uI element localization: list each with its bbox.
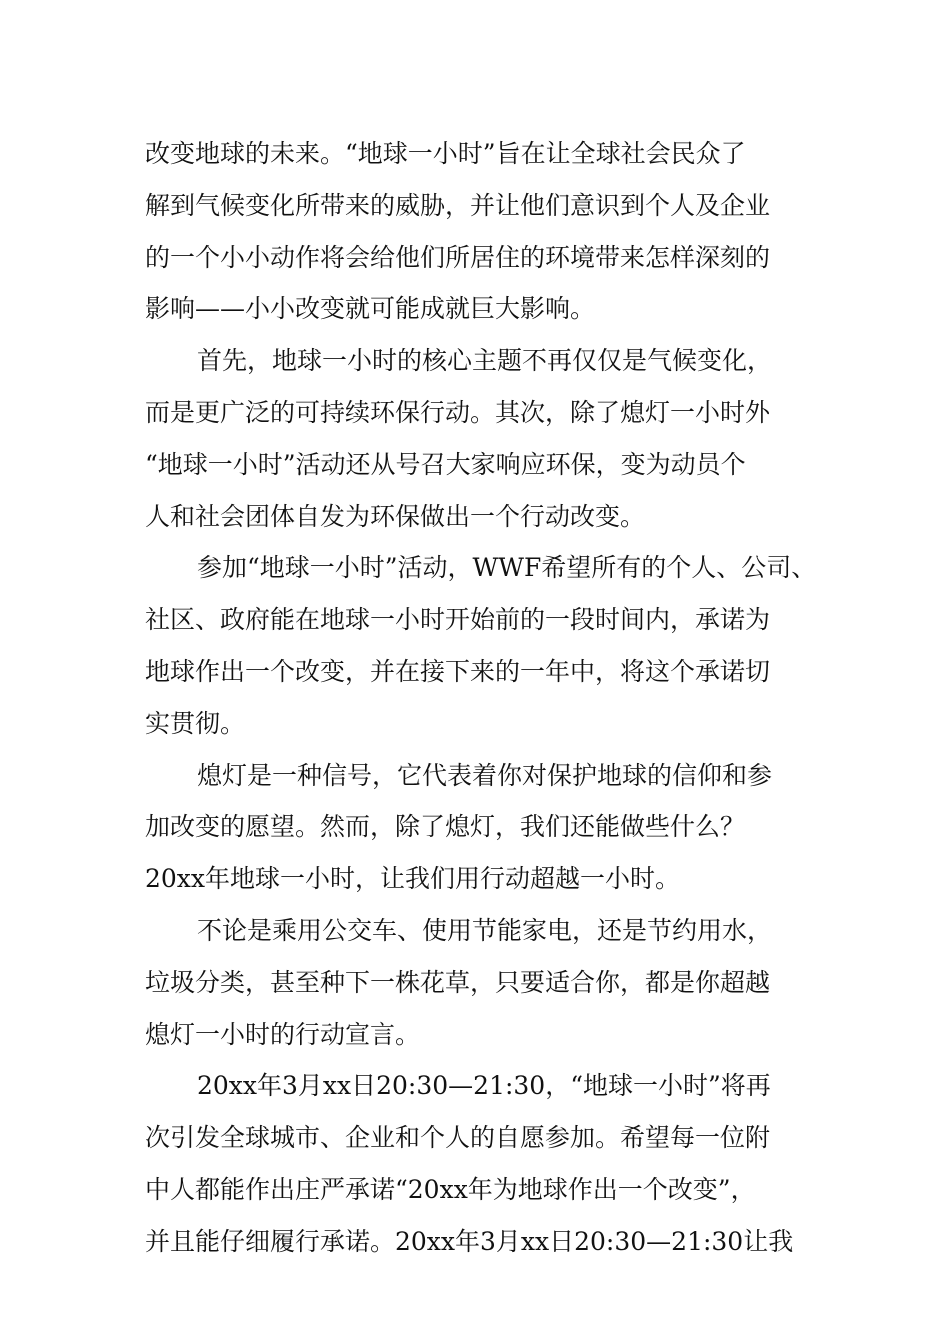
text-line: 次引发全球城市、企业和个人的自愿参加。希望每一位附 — [145, 1123, 771, 1153]
text-line: 加改变的愿望。然而，除了熄灯，我们还能做些什么？ — [145, 812, 746, 842]
text-line: 地球作出一个改变，并在接下来的一年中，将这个承诺切 — [145, 656, 771, 686]
text-line: 20xx年3月xx日20:30—21:30，“地球一小时”将再 — [197, 1071, 771, 1101]
text-line: 熄灯是一种信号，它代表着你对保护地球的信仰和参 — [197, 760, 773, 790]
text-line: 20xx年地球一小时，让我们用行动超越一小时。 — [145, 864, 681, 894]
text-line: “地球一小时”活动还从号召大家响应环保，变为动员个 — [145, 449, 746, 479]
body-text — [145, 128, 817, 1268]
text-line: 解到气候变化所带来的威胁，并让他们意识到个人及企业 — [145, 190, 771, 220]
text-line: 实贯彻。 — [145, 708, 246, 738]
text-line: 人和社会团体自发为环保做出一个行动改变。 — [145, 501, 646, 531]
text-line: 影响——小小改变就可能成就巨大影响。 — [145, 294, 596, 324]
text-line: 的一个小小动作将会给他们所居住的环境带来怎样深刻的 — [145, 242, 771, 272]
text-line: 并且能仔细履行承诺。20xx年3月xx日20:30—21:30让我 — [145, 1226, 794, 1256]
text-line: 首先，地球一小时的核心主题不再仅仅是气候变化， — [197, 346, 773, 376]
text-line: 不论是乘用公交车、使用节能家电，还是节约用水， — [197, 915, 773, 945]
text-line: 垃圾分类，甚至种下一株花草，只要适合你，都是你超越 — [145, 967, 771, 997]
text-line: 中人都能作出庄严承诺“20xx年为地球作出一个改变”， — [145, 1174, 756, 1204]
text-line: 熄灯一小时的行动宣言。 — [145, 1019, 421, 1049]
text-line: 参加“地球一小时”活动，WWF希望所有的个人、公司、 — [197, 553, 817, 583]
text-line: 改变地球的未来。“地球一小时”旨在让全球社会民众了 — [145, 139, 746, 168]
text-line: 社区、政府能在地球一小时开始前的一段时间内，承诺为 — [145, 605, 771, 635]
text-line: 而是更广泛的可持续环保行动。其次，除了熄灯一小时外 — [145, 397, 771, 427]
